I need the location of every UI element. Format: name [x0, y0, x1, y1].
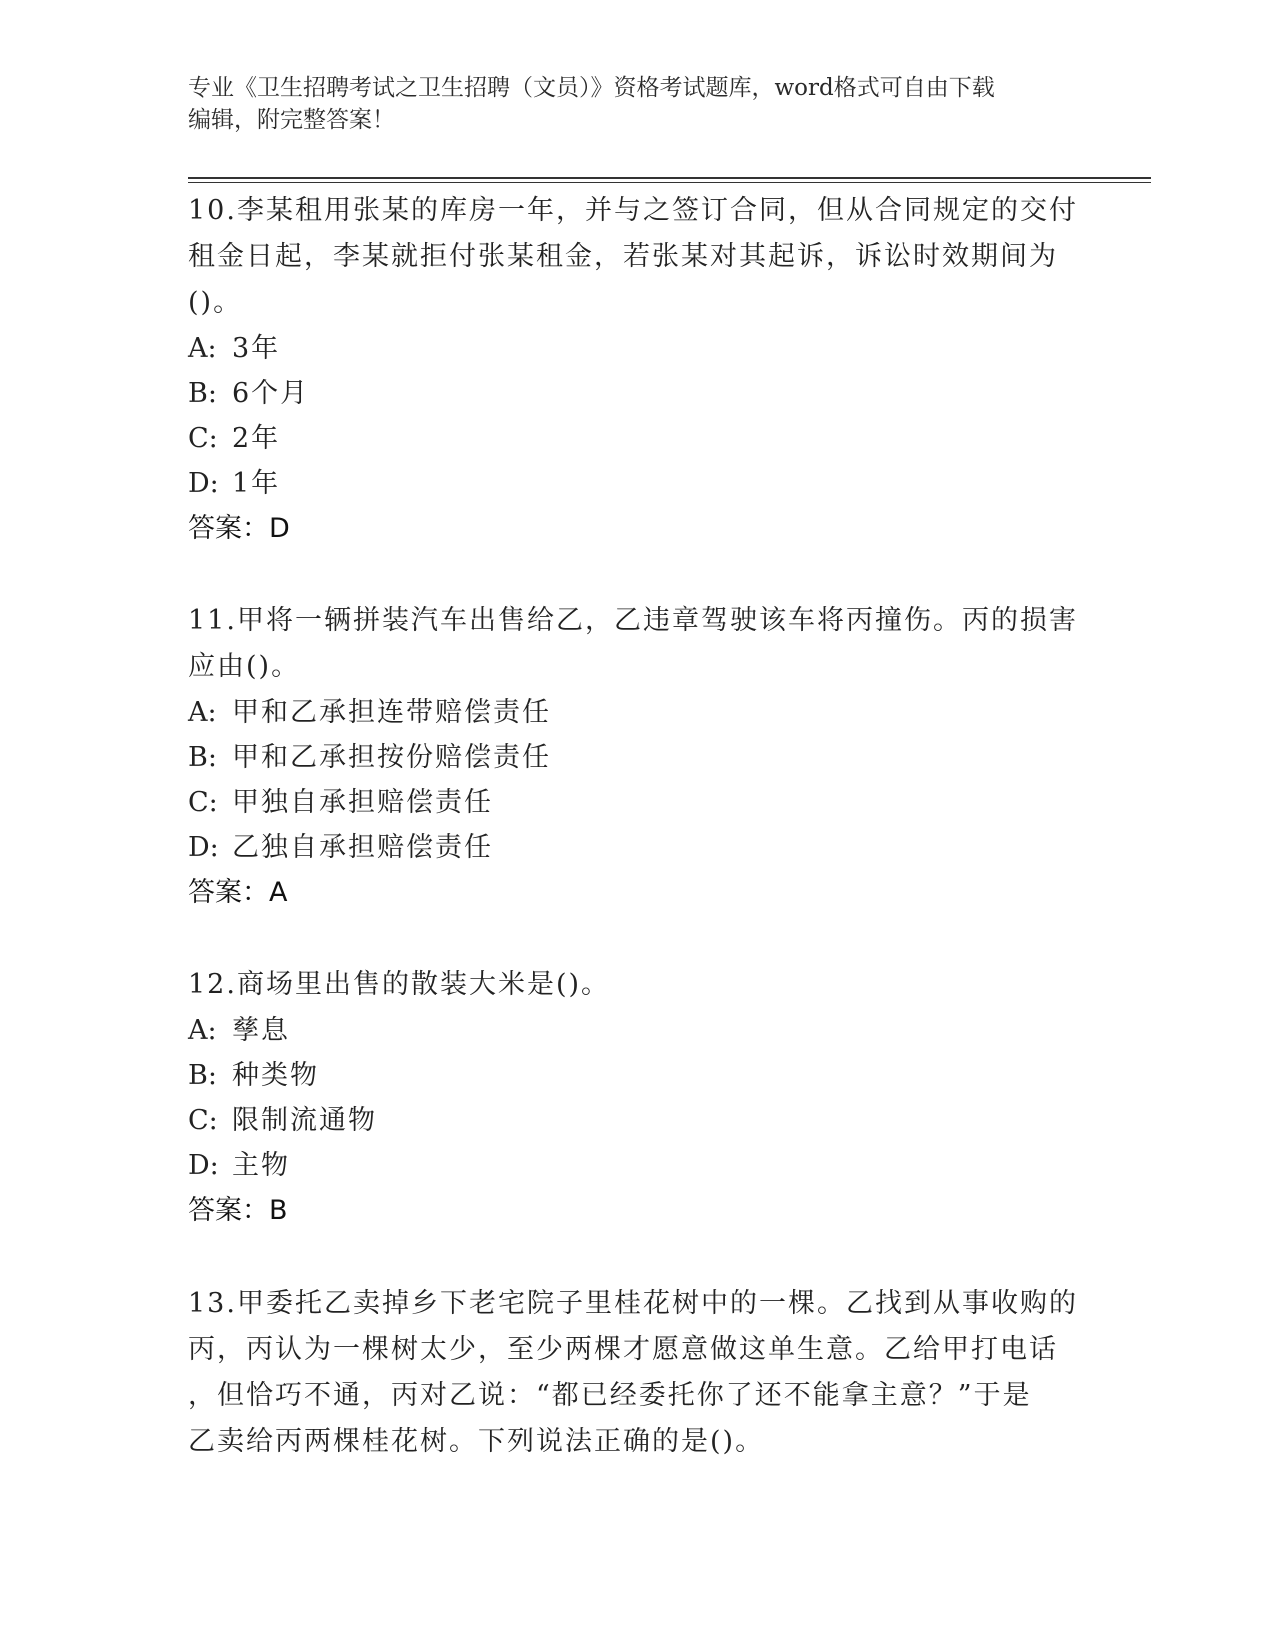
option-text: 1年 [232, 468, 281, 499]
option-d [188, 461, 1088, 506]
option-text: 2年 [232, 423, 281, 454]
option-key: A: [188, 697, 217, 728]
option-c [188, 780, 1088, 825]
option-d [188, 825, 1088, 870]
question-stem [188, 188, 1088, 326]
option-text: 3年 [232, 333, 281, 364]
option-text: 甲和乙承担连带赔偿责任 [232, 697, 551, 728]
option-key: B: [188, 1060, 217, 1091]
option-text: 甲和乙承担按份赔偿责任 [232, 742, 551, 773]
stem-line: ，但恰巧不通，丙对乙说：“都已经委托你了还不能拿主意？”于是 [188, 1380, 1032, 1411]
option-b [188, 1053, 1088, 1098]
option-b [188, 371, 1088, 416]
header-line-1: 专业《卫生招聘考试之卫生招聘（文员）》资格考试题库，word格式可自由下载 [188, 75, 995, 101]
option-text: 主物 [232, 1150, 290, 1181]
option-text: 孳息 [232, 1015, 290, 1046]
option-text: 甲独自承担赔偿责任 [232, 787, 493, 818]
option-text: 乙独自承担赔偿责任 [232, 832, 493, 863]
stem-line: 10.李某租用张某的库房一年，并与之签订合同，但从合同规定的交付 [188, 195, 1078, 226]
option-key: B: [188, 742, 217, 773]
option-key: C: [188, 787, 218, 818]
option-text: 限制流通物 [232, 1105, 377, 1136]
option-d [188, 1143, 1088, 1188]
option-text: 种类物 [232, 1060, 319, 1091]
option-key: D: [188, 468, 219, 499]
stem-line: 12.商场里出售的散装大米是()。 [188, 969, 611, 1000]
stem-line: ()。 [188, 287, 243, 318]
option-a [188, 690, 1088, 735]
question-stem [188, 1281, 1088, 1465]
question-stem [188, 598, 1088, 690]
stem-line: 13.甲委托乙卖掉乡下老宅院子里桂花树中的一棵。乙找到从事收购的 [188, 1288, 1078, 1319]
stem-line: 租金日起，李某就拒付张某租金，若张某对其起诉，诉讼时效期间为 [188, 241, 1058, 272]
option-key: D: [188, 1150, 219, 1181]
stem-line: 乙卖给丙两棵桂花树。下列说法正确的是()。 [188, 1426, 765, 1457]
option-key: C: [188, 423, 218, 454]
option-a [188, 1008, 1088, 1053]
question-stem [188, 962, 1088, 1008]
option-key: C: [188, 1105, 218, 1136]
header-line-2: 编辑，附完整答案！ [188, 107, 395, 133]
question-12 [188, 962, 1088, 1234]
option-key: A: [188, 333, 217, 364]
document-header [188, 72, 1068, 136]
stem-line: 应由()。 [188, 651, 301, 682]
question-13 [188, 1281, 1088, 1465]
option-key: D: [188, 832, 219, 863]
question-11 [188, 598, 1088, 916]
option-key: B: [188, 378, 217, 409]
option-key: A: [188, 1015, 217, 1046]
stem-line: 丙，丙认为一棵树太少，至少两棵才愿意做这单生意。乙给甲打电话 [188, 1334, 1058, 1365]
question-10 [188, 188, 1088, 552]
answer-line: 答案：A [188, 877, 288, 908]
header-divider-thin [188, 182, 1151, 183]
header-divider-thick [188, 177, 1151, 179]
answer-line: 答案：D [188, 513, 290, 544]
option-c [188, 416, 1088, 461]
option-b [188, 735, 1088, 780]
option-c [188, 1098, 1088, 1143]
stem-line: 11.甲将一辆拼装汽车出售给乙，乙违章驾驶该车将丙撞伤。丙的损害 [188, 605, 1078, 636]
answer-line: 答案：B [188, 1195, 288, 1226]
option-text: 6个月 [232, 378, 310, 409]
option-a [188, 326, 1088, 371]
